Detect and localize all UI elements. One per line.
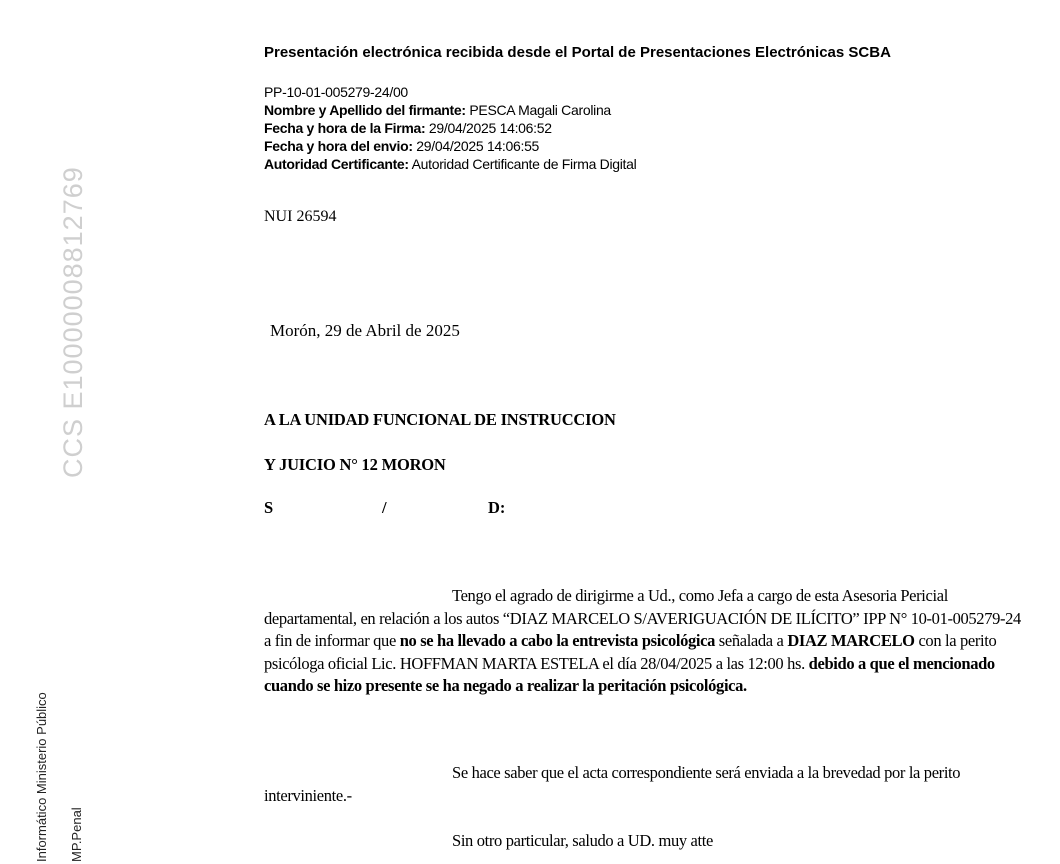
fecha-envio-label: Fecha y hora del envio: (264, 138, 413, 154)
mp-penal-margin-text: MP.Penal (69, 807, 84, 862)
p1-text-e: con la perito psicóloga oficial Lic. HOFFMAN MARTA ESTELA el día 28/04/2025 a las 12:00 hs. (264, 631, 997, 673)
addressee-line-1: A LA UNIDAD FUNCIONAL DE INSTRUCCION (264, 410, 616, 429)
sd-slash: / (382, 498, 387, 517)
signature-block (264, 83, 636, 173)
presentation-header-title: Presentación electrónica recibida desde el Portal de Presentaciones Electrónicas SCBA (264, 44, 891, 61)
ministerio-margin-text: Informático Ministerio Público (34, 692, 49, 862)
fecha-envio-value: 29/04/2025 14:06:55 (412, 138, 540, 154)
firmante-label: Nombre y Apellido del firmante: (264, 102, 466, 118)
p1-text-a: Tengo el agrado de dirigirme a Ud., como Jefa a cargo de esta Asesoria Pericial departamental, en relación a los autos “DIAZ MARCELO S/AVERIGUACIÓN DE ILÍCITO” IPP N° 10-01-005279-24 a fin de informar que (264, 586, 1021, 650)
p1-bold-b: no se ha llevado a cabo la entrevista psicológica (399, 631, 715, 650)
body-paragraph-1 (264, 585, 1026, 698)
sd-d: D: (488, 498, 506, 517)
place-date: Morón, 29 de Abril de 2025 (270, 321, 460, 340)
p1-bold-f: debido a que el mencionado cuando se hizo presente se ha negado a realizar la peritación psicológica. (264, 653, 995, 695)
sd-s: S (264, 498, 274, 517)
p1-text-c: señalada a (715, 631, 788, 650)
autoridad-row (264, 155, 636, 173)
closing-paragraph (264, 830, 1026, 853)
body-paragraph-2 (264, 762, 1026, 807)
fecha-envio-row (264, 137, 636, 155)
p3-text: Sin otro particular, saludo a UD. muy atte (452, 831, 713, 850)
presentation-code: PP-10-01-005279-24/00 (264, 84, 408, 100)
p2-text: Se hace saber que el acta correspondiente será enviada a la brevedad por la perito interviniente.- (264, 763, 961, 805)
firmante-value: PESCA Magali Carolina (465, 102, 611, 118)
salutation-sd-line (264, 498, 524, 520)
ccs-watermark: CCS E10000008812769 (58, 166, 88, 478)
p1-bold-d: DIAZ MARCELO (787, 631, 915, 650)
fecha-firma-label: Fecha y hora de la Firma: (264, 120, 426, 136)
autoridad-value: Autoridad Certificante de Firma Digital (408, 156, 637, 172)
autoridad-label: Autoridad Certificante: (264, 156, 409, 172)
fecha-firma-value: 29/04/2025 14:06:52 (425, 120, 552, 136)
nui-number: NUI 26594 (264, 208, 337, 225)
addressee-line-2: Y JUICIO N° 12 MORON (264, 455, 446, 474)
fecha-firma-row (264, 119, 636, 137)
firmante-row (264, 101, 636, 119)
